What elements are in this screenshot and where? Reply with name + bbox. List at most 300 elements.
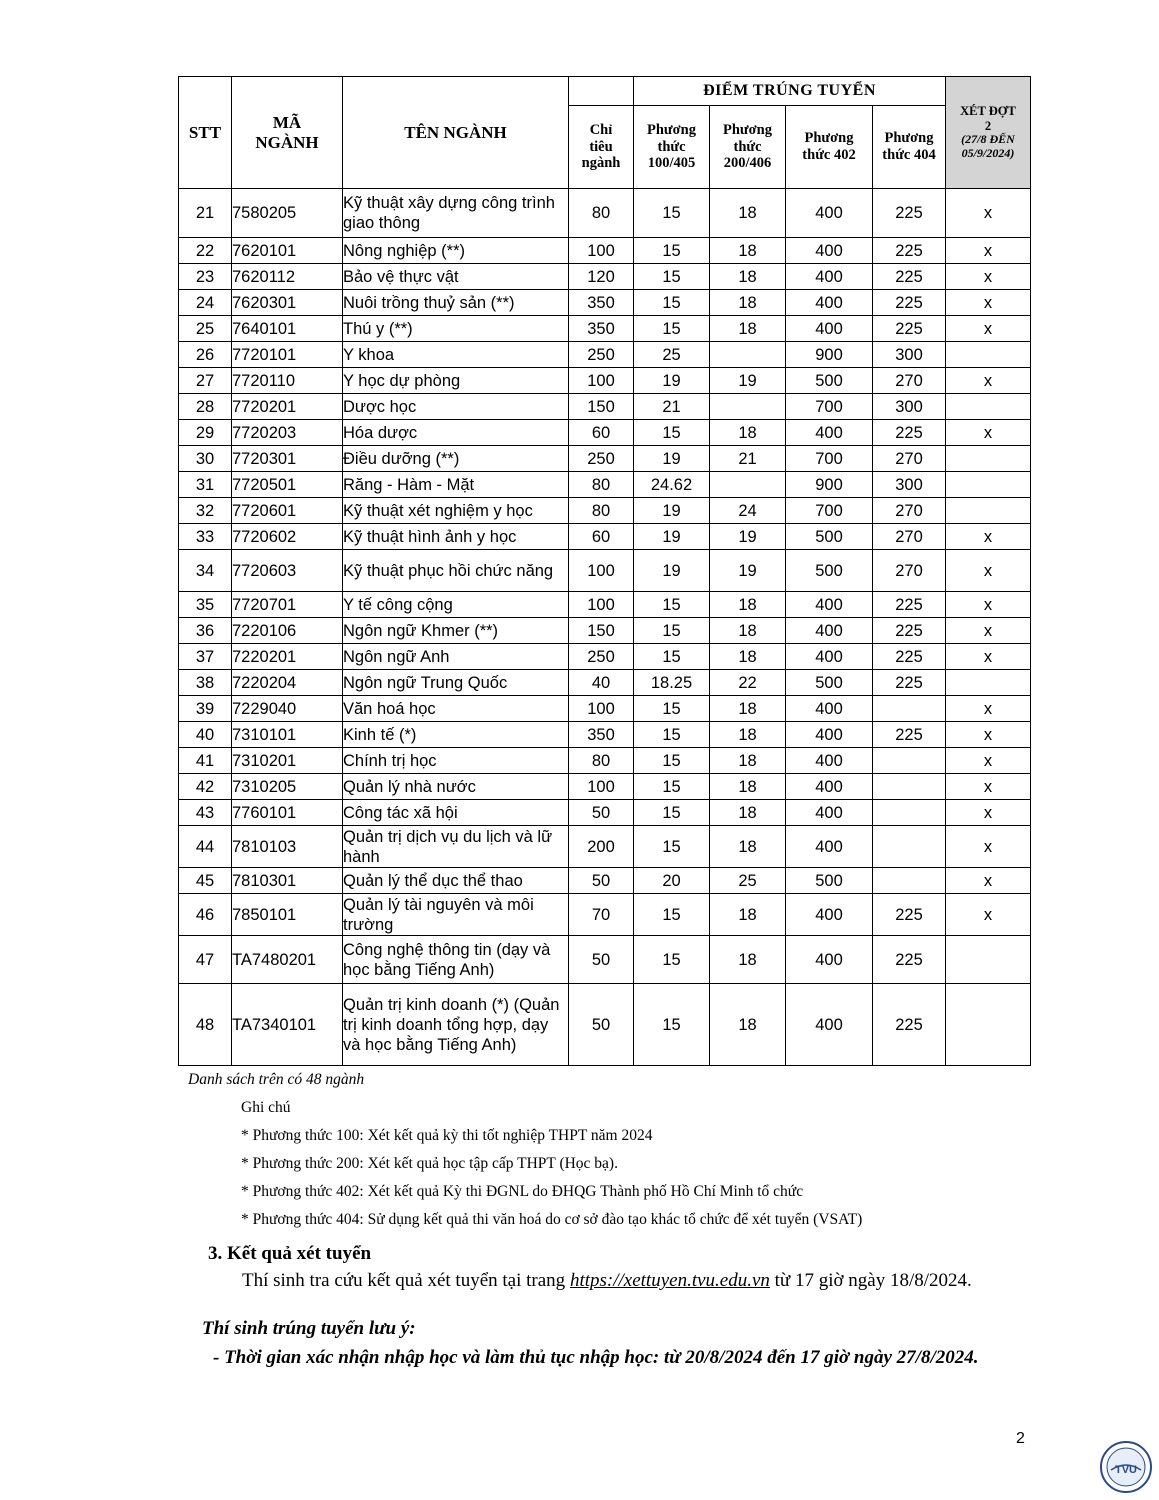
cell-ten-nganh: Ngôn ngữ Anh [343,644,569,670]
cell-ten-nganh: Kỹ thuật xét nghiệm y học [343,498,569,524]
cell-chi-tieu: 350 [569,316,634,342]
cell-pt200: 21 [710,446,786,472]
cell-dot2 [946,394,1031,420]
cell-dot2: x [946,696,1031,722]
cell-pt200 [710,342,786,368]
cell-ma-nganh: 7810301 [232,868,343,894]
cell-dot2 [946,984,1031,1066]
section-paragraph [165,1268,1028,1293]
cell-stt: 31 [179,472,232,498]
table-row [179,592,1031,618]
cell-dot2: x [946,618,1031,644]
cell-chi-tieu: 350 [569,290,634,316]
table-row [179,316,1031,342]
paragraph-text-after: từ 17 giờ ngày 18/8/2024. [769,1270,972,1291]
cell-pt404: 270 [873,368,946,394]
cell-stt: 43 [179,800,232,826]
cell-dot2: x [946,800,1031,826]
cell-pt200: 22 [710,670,786,696]
cell-dot2 [946,342,1031,368]
cell-pt100: 25 [634,342,710,368]
cell-ten-nganh: Quản lý tài nguyên và môi trường [343,894,569,936]
header-xet-dot2 [946,77,1031,189]
cell-ma-nganh: 7760101 [232,800,343,826]
cell-dot2: x [946,238,1031,264]
cell-stt: 47 [179,936,232,984]
cell-stt: 33 [179,524,232,550]
cell-pt404: 270 [873,550,946,592]
cell-pt404: 270 [873,498,946,524]
cell-pt200: 19 [710,550,786,592]
cell-chi-tieu: 100 [569,550,634,592]
cell-pt200: 18 [710,826,786,868]
cell-ten-nganh: Thú y (**) [343,316,569,342]
cell-stt: 27 [179,368,232,394]
header-pt-404: Phương thức 404 [873,106,946,189]
header-stt: STT [179,77,232,189]
cell-pt404: 225 [873,936,946,984]
cell-pt200 [710,472,786,498]
cell-ma-nganh: 7720602 [232,524,343,550]
cell-pt402: 400 [786,936,873,984]
cell-pt100: 15 [634,936,710,984]
cell-ma-nganh: 7620101 [232,238,343,264]
cell-chi-tieu: 80 [569,472,634,498]
cell-ma-nganh: 7580205 [232,189,343,238]
cell-pt404 [873,800,946,826]
cell-ma-nganh: 7229040 [232,696,343,722]
cell-stt: 30 [179,446,232,472]
note-item: * Phương thức 100: Xét kết quả kỳ thi tốt nghiệp THPT năm 2024 [241,1127,653,1144]
header-blank [569,77,634,106]
cell-ten-nganh: Chính trị học [343,748,569,774]
table-row [179,368,1031,394]
header-pt-200-406: Phương thức 200/406 [710,106,786,189]
cell-ten-nganh: Y học dự phòng [343,368,569,394]
table-row [179,550,1031,592]
cell-ten-nganh: Y tế công cộng [343,592,569,618]
cell-dot2: x [946,420,1031,446]
cell-chi-tieu: 100 [569,368,634,394]
cell-dot2: x [946,722,1031,748]
cell-chi-tieu: 100 [569,592,634,618]
header-chi-tieu: Chỉ tiêu ngành [569,106,634,189]
cell-ten-nganh: Văn hoá học [343,696,569,722]
cell-pt200: 18 [710,894,786,936]
cell-ten-nganh: Nông nghiệp (**) [343,238,569,264]
table-row [179,936,1031,984]
cell-dot2 [946,498,1031,524]
cell-dot2: x [946,894,1031,936]
cell-chi-tieu: 100 [569,238,634,264]
cell-ma-nganh: 7720203 [232,420,343,446]
cell-pt402: 400 [786,264,873,290]
cell-pt402: 400 [786,290,873,316]
cell-stt: 29 [179,420,232,446]
cell-chi-tieu: 150 [569,618,634,644]
cell-chi-tieu: 250 [569,342,634,368]
cell-ma-nganh: 7620112 [232,264,343,290]
cell-pt404: 225 [873,894,946,936]
header-xet-dot2-dates: (27/8 ĐẾN 05/9/2024) [961,132,1015,160]
table-row [179,189,1031,238]
cell-dot2: x [946,868,1031,894]
cell-pt402: 500 [786,368,873,394]
cell-ma-nganh: 7720603 [232,550,343,592]
cell-ma-nganh: 7720701 [232,592,343,618]
cell-pt100: 15 [634,748,710,774]
cell-pt402: 700 [786,498,873,524]
table-row [179,670,1031,696]
cell-stt: 41 [179,748,232,774]
cell-stt: 44 [179,826,232,868]
cell-ten-nganh: Quản lý nhà nước [343,774,569,800]
table-row [179,472,1031,498]
cell-ten-nganh: Quản trị dịch vụ du lịch và lữ hành [343,826,569,868]
cell-pt100: 20 [634,868,710,894]
cell-ma-nganh: 7310201 [232,748,343,774]
cell-pt402: 400 [786,800,873,826]
cell-pt402: 400 [786,748,873,774]
cell-pt200: 18 [710,936,786,984]
cell-pt402: 400 [786,696,873,722]
cell-dot2: x [946,826,1031,868]
cell-dot2: x [946,774,1031,800]
cell-pt100: 21 [634,394,710,420]
cell-pt404: 270 [873,446,946,472]
cell-pt200: 18 [710,316,786,342]
admission-table [178,76,1031,1066]
cell-chi-tieu: 70 [569,894,634,936]
cell-pt404: 225 [873,618,946,644]
cell-ten-nganh: Dược học [343,394,569,420]
cell-pt402: 900 [786,342,873,368]
cell-ten-nganh: Kỹ thuật xây dựng công trình giao thông [343,189,569,238]
cell-dot2: x [946,644,1031,670]
cell-chi-tieu: 100 [569,774,634,800]
cell-pt402: 400 [786,618,873,644]
cell-pt404 [873,868,946,894]
cell-pt200: 18 [710,800,786,826]
cell-pt100: 15 [634,774,710,800]
cell-pt100: 15 [634,264,710,290]
cell-stt: 28 [179,394,232,420]
page-number: 2 [1016,1430,1025,1447]
attention-heading: Thí sinh trúng tuyển lưu ý: [202,1318,416,1339]
table-row [179,984,1031,1066]
cell-ten-nganh: Kỹ thuật hình ảnh y học [343,524,569,550]
cell-stt: 23 [179,264,232,290]
cell-pt200: 18 [710,189,786,238]
cell-pt404: 225 [873,420,946,446]
cell-ma-nganh: 7620301 [232,290,343,316]
cell-pt200: 18 [710,748,786,774]
cell-stt: 34 [179,550,232,592]
cell-pt200: 18 [710,420,786,446]
cell-ma-nganh: 7720201 [232,394,343,420]
cell-pt200: 18 [710,774,786,800]
cell-dot2: x [946,592,1031,618]
cell-pt200: 18 [710,290,786,316]
notes-title: Ghi chú [241,1099,291,1116]
cell-pt404: 225 [873,644,946,670]
table-row [179,748,1031,774]
cell-chi-tieu: 250 [569,644,634,670]
cell-pt100: 15 [634,644,710,670]
cell-chi-tieu: 40 [569,670,634,696]
cell-chi-tieu: 100 [569,696,634,722]
cell-pt402: 500 [786,868,873,894]
cell-ten-nganh: Kỹ thuật phục hồi chức năng [343,550,569,592]
cell-chi-tieu: 50 [569,984,634,1066]
cell-dot2: x [946,290,1031,316]
cell-pt404 [873,774,946,800]
table-row [179,290,1031,316]
cell-pt100: 18.25 [634,670,710,696]
cell-pt200 [710,394,786,420]
table-row [179,618,1031,644]
cell-stt: 21 [179,189,232,238]
table-row [179,826,1031,868]
cell-ten-nganh: Quản trị kinh doanh (*) (Quản trị kinh doanh tổng hợp, dạy và học bằng Tiếng Anh) [343,984,569,1066]
cell-pt100: 15 [634,722,710,748]
cell-pt200: 19 [710,368,786,394]
cell-pt402: 500 [786,670,873,696]
header-xet-dot2-label: XÉT ĐỢT 2 [960,104,1016,133]
cell-pt404 [873,748,946,774]
cell-pt404: 225 [873,189,946,238]
header-pt-402: Phương thức 402 [786,106,873,189]
cell-stt: 48 [179,984,232,1066]
cell-pt404: 300 [873,342,946,368]
cell-chi-tieu: 60 [569,524,634,550]
cell-pt100: 15 [634,189,710,238]
header-diem-trung-tuyen: ĐIỂM TRÚNG TUYỂN [634,77,946,106]
cell-ma-nganh: 7310101 [232,722,343,748]
cell-pt404 [873,826,946,868]
note-item: * Phương thức 200: Xét kết quả học tập cấp THPT (Học bạ). [241,1155,618,1172]
cell-dot2: x [946,368,1031,394]
cell-dot2 [946,936,1031,984]
table-row [179,394,1031,420]
table-row [179,498,1031,524]
table-row [179,342,1031,368]
cell-stt: 37 [179,644,232,670]
cell-ma-nganh: 7720601 [232,498,343,524]
section-title: 3. Kết quả xét tuyển [208,1243,372,1264]
cell-ten-nganh: Răng - Hàm - Mặt [343,472,569,498]
cell-pt200: 18 [710,696,786,722]
cell-pt100: 19 [634,446,710,472]
cell-ten-nganh: Công nghệ thông tin (dạy và học bằng Tiếng Anh) [343,936,569,984]
note-item: * Phương thức 402: Xét kết quả Kỳ thi ĐGNL do ĐHQG Thành phố Hồ Chí Minh tổ chức [241,1183,804,1200]
table-body [179,189,1031,1066]
cell-pt100: 15 [634,592,710,618]
cell-stt: 45 [179,868,232,894]
cell-pt402: 500 [786,524,873,550]
cell-chi-tieu: 120 [569,264,634,290]
cell-pt402: 700 [786,394,873,420]
cell-pt100: 19 [634,524,710,550]
header-ma-nganh: MÃ NGÀNH [232,77,343,189]
table-row [179,524,1031,550]
cell-dot2: x [946,524,1031,550]
cell-pt402: 400 [786,644,873,670]
cell-ma-nganh: 7220201 [232,644,343,670]
cell-pt404: 225 [873,264,946,290]
cell-pt402: 400 [786,774,873,800]
cell-pt100: 15 [634,290,710,316]
table-row [179,264,1031,290]
cell-pt404: 225 [873,592,946,618]
cell-pt100: 19 [634,550,710,592]
cell-stt: 25 [179,316,232,342]
cell-chi-tieu: 150 [569,394,634,420]
table-row [179,238,1031,264]
cell-stt: 36 [179,618,232,644]
cell-pt100: 15 [634,420,710,446]
cell-ten-nganh: Ngôn ngữ Khmer (**) [343,618,569,644]
cell-pt402: 700 [786,446,873,472]
cell-ma-nganh: TA7340101 [232,984,343,1066]
cell-dot2 [946,472,1031,498]
table-row [179,894,1031,936]
cell-ma-nganh: 7850101 [232,894,343,936]
table-row [179,800,1031,826]
cell-dot2 [946,446,1031,472]
cell-chi-tieu: 200 [569,826,634,868]
cell-chi-tieu: 250 [569,446,634,472]
cell-pt404: 225 [873,670,946,696]
logo-text: TVU [1115,1464,1137,1476]
cell-ten-nganh: Nuôi trồng thuỷ sản (**) [343,290,569,316]
header-ten-nganh: TÊN NGÀNH [343,77,569,189]
cell-pt100: 19 [634,368,710,394]
results-link[interactable]: https://xettuyen.tvu.edu.vn [569,1270,770,1291]
cell-pt200: 18 [710,264,786,290]
cell-chi-tieu: 350 [569,722,634,748]
cell-pt404: 225 [873,290,946,316]
cell-pt404: 225 [873,722,946,748]
cell-stt: 39 [179,696,232,722]
cell-ma-nganh: 7220204 [232,670,343,696]
cell-pt404 [873,696,946,722]
cell-ma-nganh: 7720110 [232,368,343,394]
cell-stt: 32 [179,498,232,524]
cell-dot2: x [946,316,1031,342]
cell-ten-nganh: Bảo vệ thực vật [343,264,569,290]
table-row [179,774,1031,800]
cell-stt: 24 [179,290,232,316]
cell-pt200: 18 [710,722,786,748]
cell-pt402: 400 [786,722,873,748]
cell-pt200: 18 [710,984,786,1066]
cell-pt200: 18 [710,644,786,670]
cell-pt100: 15 [634,894,710,936]
cell-chi-tieu: 80 [569,498,634,524]
paragraph-text-before: Thí sinh tra cứu kết quả xét tuyển tại trang [242,1270,570,1291]
cell-pt402: 400 [786,420,873,446]
cell-pt100: 15 [634,316,710,342]
cell-chi-tieu: 50 [569,936,634,984]
cell-stt: 38 [179,670,232,696]
cell-pt100: 15 [634,800,710,826]
cell-stt: 22 [179,238,232,264]
enrollment-deadline: - Thời gian xác nhận nhập học và làm thủ tục nhập học: từ 20/8/2024 đến 17 giờ ngày 27/8/2024. [213,1347,979,1368]
cell-ten-nganh: Quản lý thể dục thể thao [343,868,569,894]
cell-ten-nganh: Công tác xã hội [343,800,569,826]
cell-pt402: 400 [786,894,873,936]
cell-pt404: 225 [873,316,946,342]
cell-pt200: 19 [710,524,786,550]
cell-stt: 26 [179,342,232,368]
cell-pt404: 270 [873,524,946,550]
cell-pt402: 400 [786,238,873,264]
table-row [179,446,1031,472]
cell-dot2: x [946,748,1031,774]
table-row [179,644,1031,670]
table-row [179,722,1031,748]
cell-stt: 42 [179,774,232,800]
cell-ma-nganh: 7220106 [232,618,343,644]
table-row [179,868,1031,894]
cell-pt100: 15 [634,696,710,722]
cell-dot2 [946,670,1031,696]
cell-pt100: 24.62 [634,472,710,498]
cell-chi-tieu: 80 [569,748,634,774]
cell-ten-nganh: Điều dưỡng (**) [343,446,569,472]
cell-dot2: x [946,264,1031,290]
cell-pt402: 900 [786,472,873,498]
cell-ma-nganh: 7310205 [232,774,343,800]
cell-pt200: 24 [710,498,786,524]
cell-ten-nganh: Kinh tế (*) [343,722,569,748]
cell-pt404: 225 [873,984,946,1066]
cell-ten-nganh: Hóa dược [343,420,569,446]
table-row [179,696,1031,722]
cell-pt404: 300 [873,394,946,420]
university-logo [1099,1440,1153,1494]
cell-ma-nganh: 7720301 [232,446,343,472]
cell-pt200: 18 [710,592,786,618]
cell-ma-nganh: 7720501 [232,472,343,498]
cell-chi-tieu: 60 [569,420,634,446]
cell-pt200: 25 [710,868,786,894]
cell-pt200: 18 [710,238,786,264]
cell-pt404: 300 [873,472,946,498]
cell-ma-nganh: 7810103 [232,826,343,868]
cell-ten-nganh: Ngôn ngữ Trung Quốc [343,670,569,696]
table-row [179,420,1031,446]
cell-pt100: 15 [634,826,710,868]
note-item: * Phương thức 404: Sử dụng kết quả thi văn hoá do cơ sở đào tạo khác tổ chức để xét tuyển (VSAT) [241,1211,863,1228]
cell-chi-tieu: 50 [569,800,634,826]
cell-chi-tieu: 50 [569,868,634,894]
cell-pt100: 15 [634,984,710,1066]
cell-ma-nganh: 7720101 [232,342,343,368]
table-caption: Danh sách trên có 48 ngành [188,1071,365,1088]
cell-ma-nganh: TA7480201 [232,936,343,984]
cell-pt402: 400 [786,189,873,238]
cell-dot2: x [946,189,1031,238]
cell-dot2: x [946,550,1031,592]
cell-pt100: 19 [634,498,710,524]
cell-pt100: 15 [634,238,710,264]
cell-pt402: 400 [786,984,873,1066]
cell-stt: 46 [179,894,232,936]
cell-pt402: 500 [786,550,873,592]
cell-ma-nganh: 7640101 [232,316,343,342]
